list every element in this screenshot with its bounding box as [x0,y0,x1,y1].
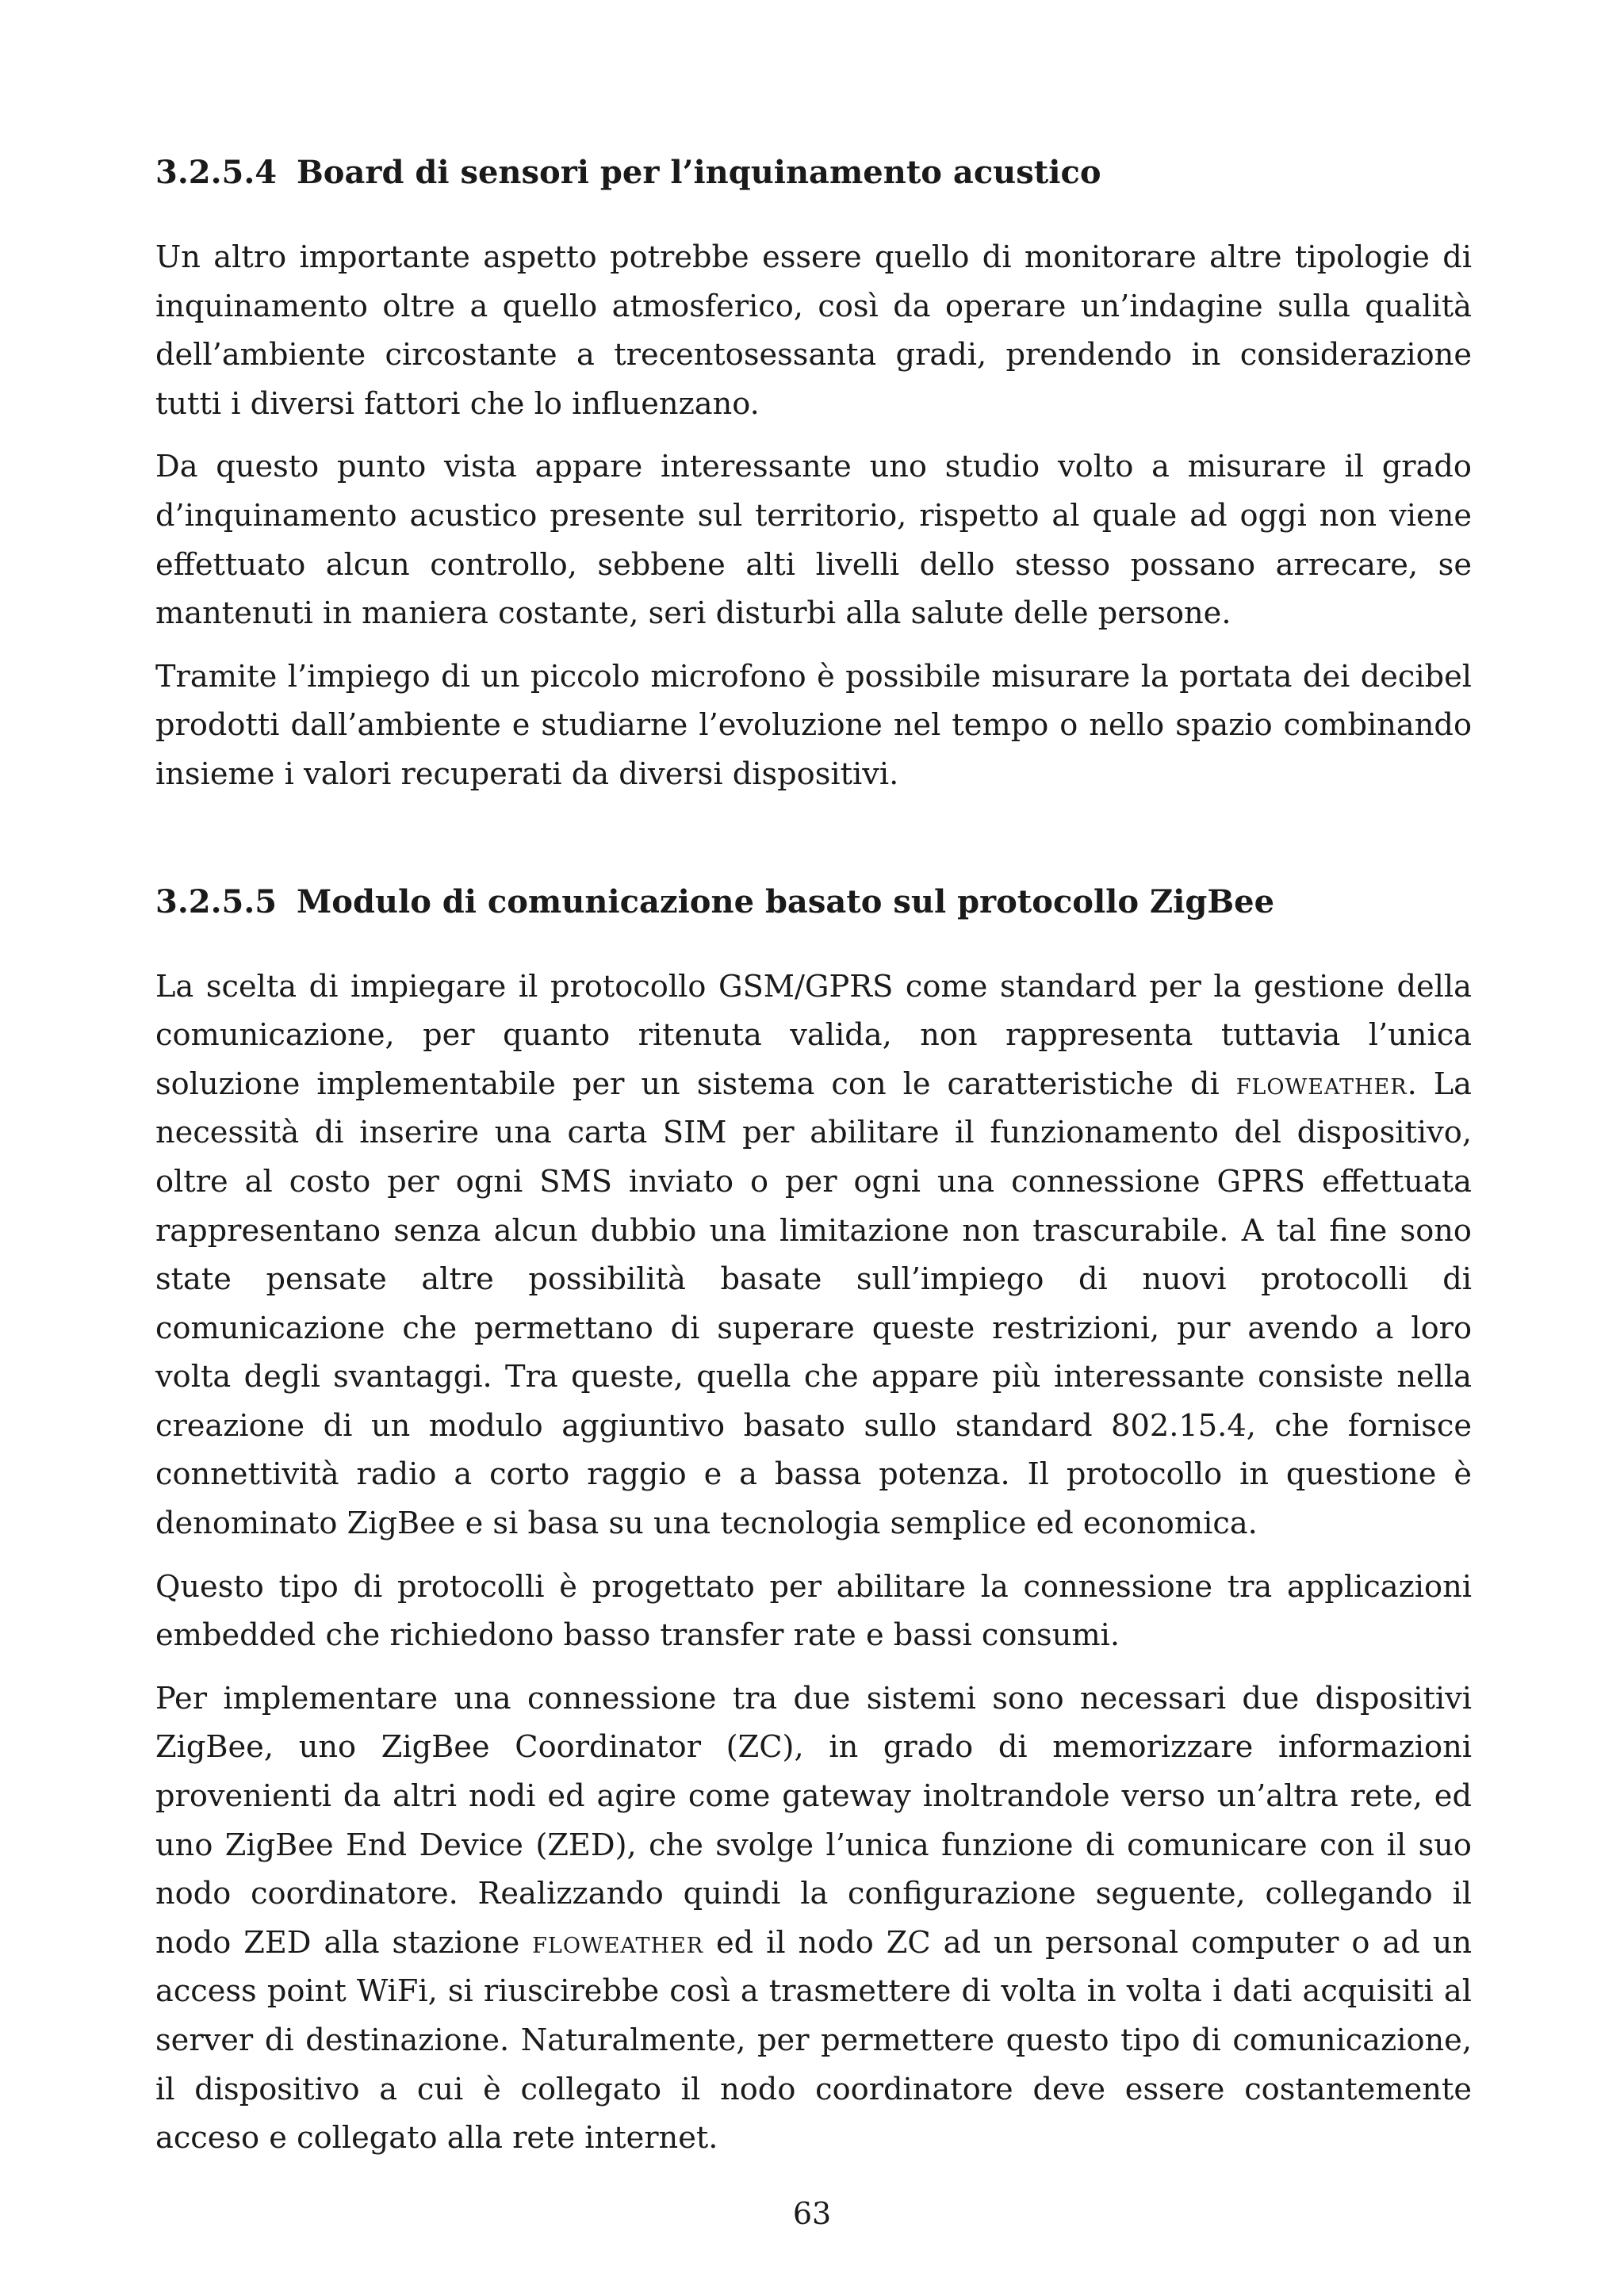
paragraph: Tramite l’impiego di un piccolo microfono è possibile misurare la portata dei decibel prodotti dall’ambiente e studiarne l’evoluzione nel tempo o nello spazio combinando insieme i valori recuperati da diversi dispositivi. [155,658,1472,792]
section-heading-3-2-5-5 [155,880,1472,924]
page-body [155,151,1472,2177]
paragraph-text: . La necessità di inserire una carta SIM per abilitare il funzionamento del dispositivo, oltre al costo per ogni SMS inviato o per ogni una connessione GPRS effettuata rappresentano senza alcun dubbio una limitazione non trascurabile. A tal fine sono state pensate altre possibilità basate sull’impiego di nuovi protocolli di comunicazione che permettano di superare queste restrizioni, pur avendo a loro volta degli svantaggi. Tra queste, quella che appare più interessante consiste nella creazione di un modulo aggiuntivo basato sullo standard 802.15.4, che fornisce connettività radio a corto raggio e a bassa potenza. Il protocollo in questione è denominato ZigBee e si basa su una tecnologia semplice ed economica. [155,1066,1472,1542]
page-number: 63 [792,2196,832,2231]
section-number: 3.2.5.5 [155,882,278,920]
paragraph: Da questo punto vista appare interessante uno studio volto a misurare il grado d’inquinamento acustico presente sul territorio, rispetto al quale ad oggi non viene effettuato alcun controllo, sebbene alti livelli dello stesso possano arrecare, se mantenuti in maniera costante, seri disturbi alla salute delle persone. [155,449,1472,632]
brand-name: floweather [1235,1066,1408,1102]
paragraph: Questo tipo di protocolli è progettato per abilitare la connessione tra applicazioni embedded che richiedono basso transfer rate e bassi consumi. [155,1568,1472,1654]
brand-name: floweather [532,1924,704,1961]
section-title: Modulo di comunicazione basato sul protocollo ZigBee [297,882,1275,920]
paragraph-text: Per implementare una connessione tra due sistemi sono necessari due dispositivi ZigBee, uno ZigBee Coordinator (ZC), in grado di memorizzare informazioni provenienti da altri nodi ed agire come gateway inoltrandole verso un’altra rete, ed uno ZigBee End Device (ZED), che svolge l’unica funzione di comunicare con il suo nodo coordinatore. Realizzando quindi la configurazione seguente, collegando il nodo ZED alla stazione [155,1680,1472,1961]
section-heading-3-2-5-4 [155,151,1472,195]
paragraph [155,1674,1472,2163]
paragraph [155,962,1472,1548]
paragraph-text: La scelta di impiegare il protocollo GSM/GPRS come standard per la gestione della comunicazione, per quanto ritenuta valida, non rappresenta tuttavia l’unica soluzione implementabile per un sistema con le caratteristiche di [155,968,1472,1102]
paragraph-text: ed il nodo ZC ad un personal computer o ad un access point WiFi, si riuscirebbe così a trasmettere di volta in volta i dati acquisiti al server di destinazione. Naturalmente, per permettere questo tipo di comunicazione, il dispositivo a cui è collegato il nodo coordinatore deve essere costantemente acceso e collegato alla rete internet. [155,1924,1472,2156]
section-spacer [155,813,1472,880]
paragraph: Un altro importante aspetto potrebbe essere quello di monitorare altre tipologie di inquinamento oltre a quello atmosferico, così da operare un’indagine sulla qualità dell’ambiente circostante a trecentosessanta gradi, prendendo in considerazione tutti i diversi fattori che lo influenzano. [155,239,1472,422]
section-title: Board di sensori per l’inquinamento acustico [297,154,1101,191]
section-number: 3.2.5.4 [155,154,278,191]
